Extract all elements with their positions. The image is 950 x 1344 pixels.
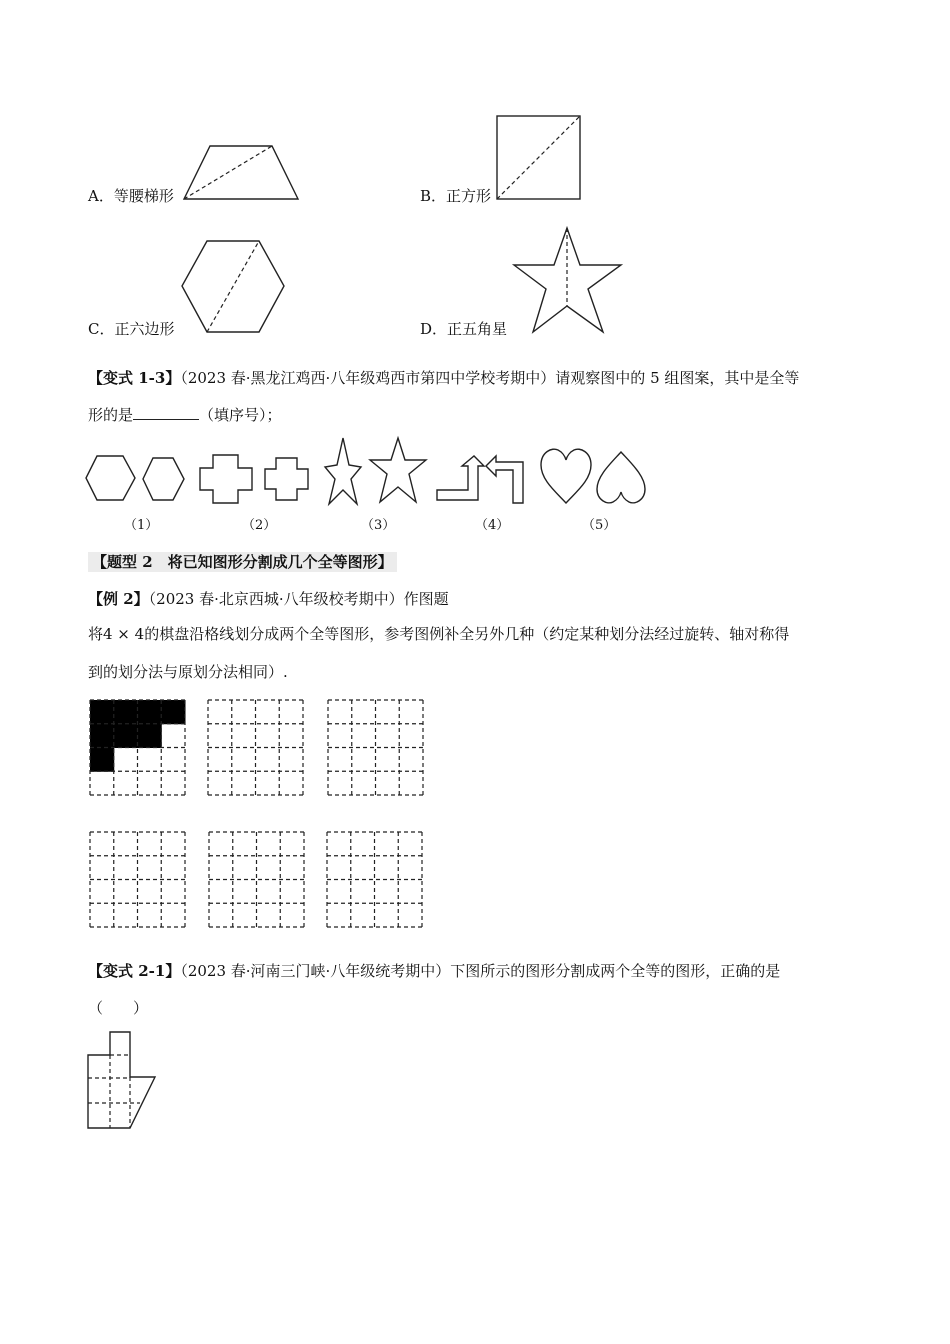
variant21-paren: （ ） <box>88 999 149 1017</box>
variant21-text: （2023 春·河南三门峡·八年级统考期中）下图所示的图形分割成两个全等的图形，正确的是 <box>180 962 781 980</box>
option-d-label: 正五角星 <box>447 320 508 338</box>
variant21-tag: 【变式 2-1】 <box>88 962 181 980</box>
option-a-letter: A． <box>88 187 114 205</box>
option-d-letter: D． <box>420 320 448 338</box>
variant13-tag: 【变式 1-3】 <box>88 369 181 387</box>
option-b-label: 正方形 <box>446 187 492 205</box>
caption-3: （3） <box>361 518 396 533</box>
example2-source: （2023 春·北京西城·八年级校考期中）作图题 <box>148 590 449 608</box>
option-b-letter: B． <box>420 187 447 205</box>
option-c-label: 正六边形 <box>114 320 175 338</box>
option-a-label: 等腰梯形 <box>113 187 174 205</box>
example2-line1: 将4 × 4的棋盘沿格线划分成两个全等图形，参考图例补全另外几种（约定某种划分法经过旋转、轴对称得 <box>88 625 790 643</box>
type2-heading: 【题型 2 将已知图形分割成几个全等图形】 <box>88 552 397 572</box>
variant13-line2-post: （填序号）； <box>199 406 282 424</box>
example2-line2: 到的划分法与原划分法相同）. <box>88 663 288 681</box>
caption-5: （5） <box>582 518 617 533</box>
option-c-letter: C． <box>88 320 115 338</box>
variant13-line2-pre: 形的是 <box>88 406 134 424</box>
caption-2: （2） <box>242 518 277 533</box>
variant13-text: （2023 春·黑龙江鸡西·八年级鸡西市第四中学校考期中）请观察图中的 5 组图案，其中是全等 <box>180 369 800 387</box>
caption-1: （1） <box>124 518 159 533</box>
example2-tag: 【例 2】 <box>88 590 149 608</box>
caption-4: （4） <box>475 518 510 533</box>
